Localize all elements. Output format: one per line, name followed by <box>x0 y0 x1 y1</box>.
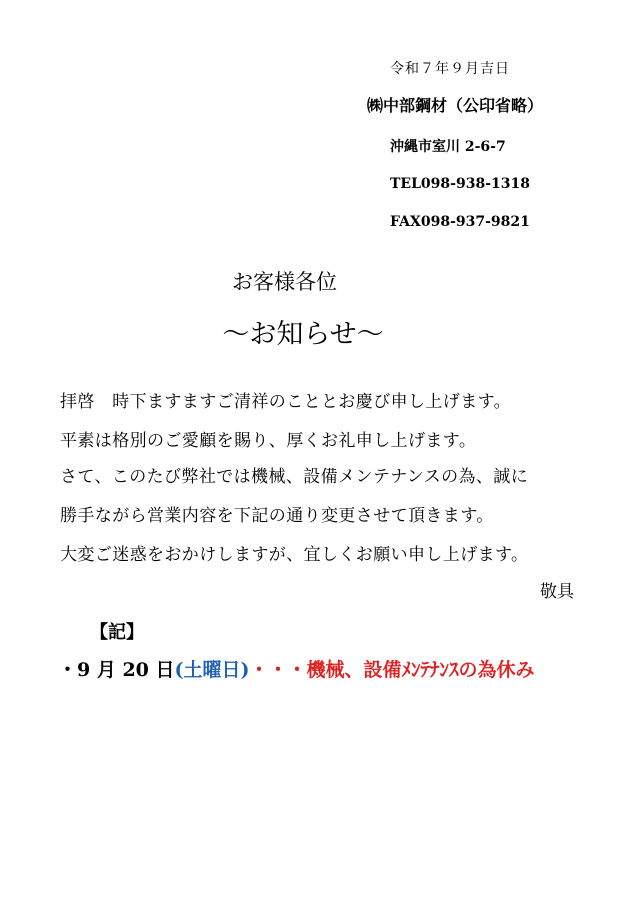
company-fax: FAX098-937-9821 <box>390 214 530 230</box>
closure-day: (土曜日) <box>174 659 250 681</box>
body-line-5: 大変ご迷惑をおかけしますが、宜しくお願い申し上げます。 <box>60 545 529 565</box>
issue-date: 令和７年９月吉日 <box>390 61 510 77</box>
closure-date: ・9 月 20 日 <box>58 659 175 681</box>
note-heading: 【記】 <box>90 622 144 643</box>
company-name: ㈱中部鋼材（公印省略） <box>367 96 544 115</box>
closure-reason: ・・・機械、設備ﾒﾝﾃﾅﾝｽの為休み <box>249 659 535 681</box>
recipient-heading: お客様各位 <box>232 270 337 294</box>
page-title: ～お知らせ～ <box>222 319 384 350</box>
closure-notice <box>58 655 535 682</box>
body-line-1: 拝啓 時下ますますご清祥のこととお慶び申し上げます。 <box>60 392 512 412</box>
closing-word: 敬具 <box>540 582 574 602</box>
company-address: 沖縄市室川 2-6-7 <box>390 139 506 155</box>
body-line-3: さて、このたび弊社では機械、設備メンテナンスの為、誠に <box>60 467 529 487</box>
body-line-4: 勝手ながら営業内容を下記の通り変更させて頂きます。 <box>60 506 494 526</box>
body-line-2: 平素は格別のご愛顧を賜り、厚くお礼申し上げます。 <box>60 431 477 451</box>
company-tel: TEL098-938-1318 <box>390 176 530 192</box>
